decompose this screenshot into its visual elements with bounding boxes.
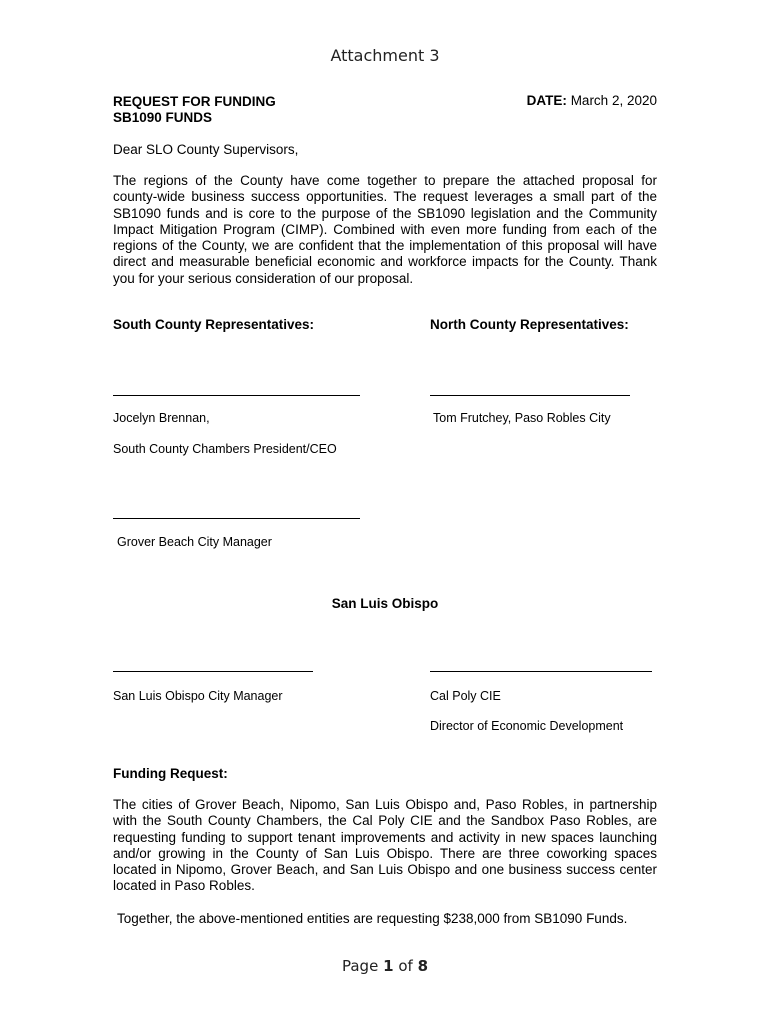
funding-request-heading: Funding Request:: [113, 766, 228, 781]
south-signer2-title: Grover Beach City Manager: [117, 535, 272, 549]
north-county-heading: North County Representatives:: [430, 317, 629, 332]
date-value: March 2, 2020: [570, 93, 657, 108]
page-footer: [0, 957, 770, 975]
signature-line-south-1: [113, 395, 360, 396]
signature-line-slo-1: [113, 671, 313, 672]
signature-line-north-1: [430, 395, 630, 396]
south-signer1-name: Jocelyn Brennan,: [113, 411, 210, 425]
south-county-heading: South County Representatives:: [113, 317, 315, 332]
date-label: DATE:: [526, 93, 567, 108]
intro-paragraph: The regions of the County have come together to prepare the attached proposal for county-wide business success opportunities. The request leverages a small part of the SB1090 funds and is core to the purpose of the SB1090 legislation and the Community Impact Mitigation Program (CIMP). Combined with even more funding from each of the regions of the County, we are confident that the implementation of this proposal will have direct and measurable beneficial economic and workforce impacts for the County. Thank you for your serious consideration of our proposal.: [113, 173, 657, 286]
request-title: [113, 94, 276, 126]
page-word: Page: [341, 957, 379, 975]
page-current: 1: [383, 957, 394, 975]
north-signer1-name: Tom Frutchey, Paso Robles City: [433, 411, 611, 425]
signature-line-slo-2: [430, 671, 652, 672]
of-word: of: [398, 957, 413, 975]
request-title-line1: REQUEST FOR FUNDING: [113, 94, 276, 109]
slo-heading: San Luis Obispo: [331, 596, 439, 611]
slo-signer1-title: San Luis Obispo City Manager: [113, 689, 283, 703]
page-total: 8: [417, 957, 428, 975]
salutation: Dear SLO County Supervisors,: [113, 142, 299, 157]
funding-paragraph: The cities of Grover Beach, Nipomo, San Luis Obispo and, Paso Robles, in partnership with the South County Chambers, the Cal Poly CIE and the Sandbox Paso Robles, are requesting funding to support tenant improvements and activity in new spaces launching and/or growing in the County of San Luis Obispo. There are three coworking spaces located in Nipomo, Grover Beach, and San Luis Obispo and one business success center located in Paso Robles.: [113, 797, 657, 894]
slo-signer2-name: Cal Poly CIE: [430, 689, 501, 703]
date-block: [480, 93, 657, 108]
south-signer1-title: South County Chambers President/CEO: [113, 442, 337, 456]
attachment-label: Attachment 3: [330, 46, 440, 65]
slo-signer2-title: Director of Economic Development: [430, 719, 624, 733]
funding-total: Together, the above-mentioned entities are requesting $238,000 from SB1090 Funds.: [117, 911, 628, 926]
request-title-line2: SB1090 FUNDS: [113, 110, 213, 125]
signature-line-south-2: [113, 518, 360, 519]
